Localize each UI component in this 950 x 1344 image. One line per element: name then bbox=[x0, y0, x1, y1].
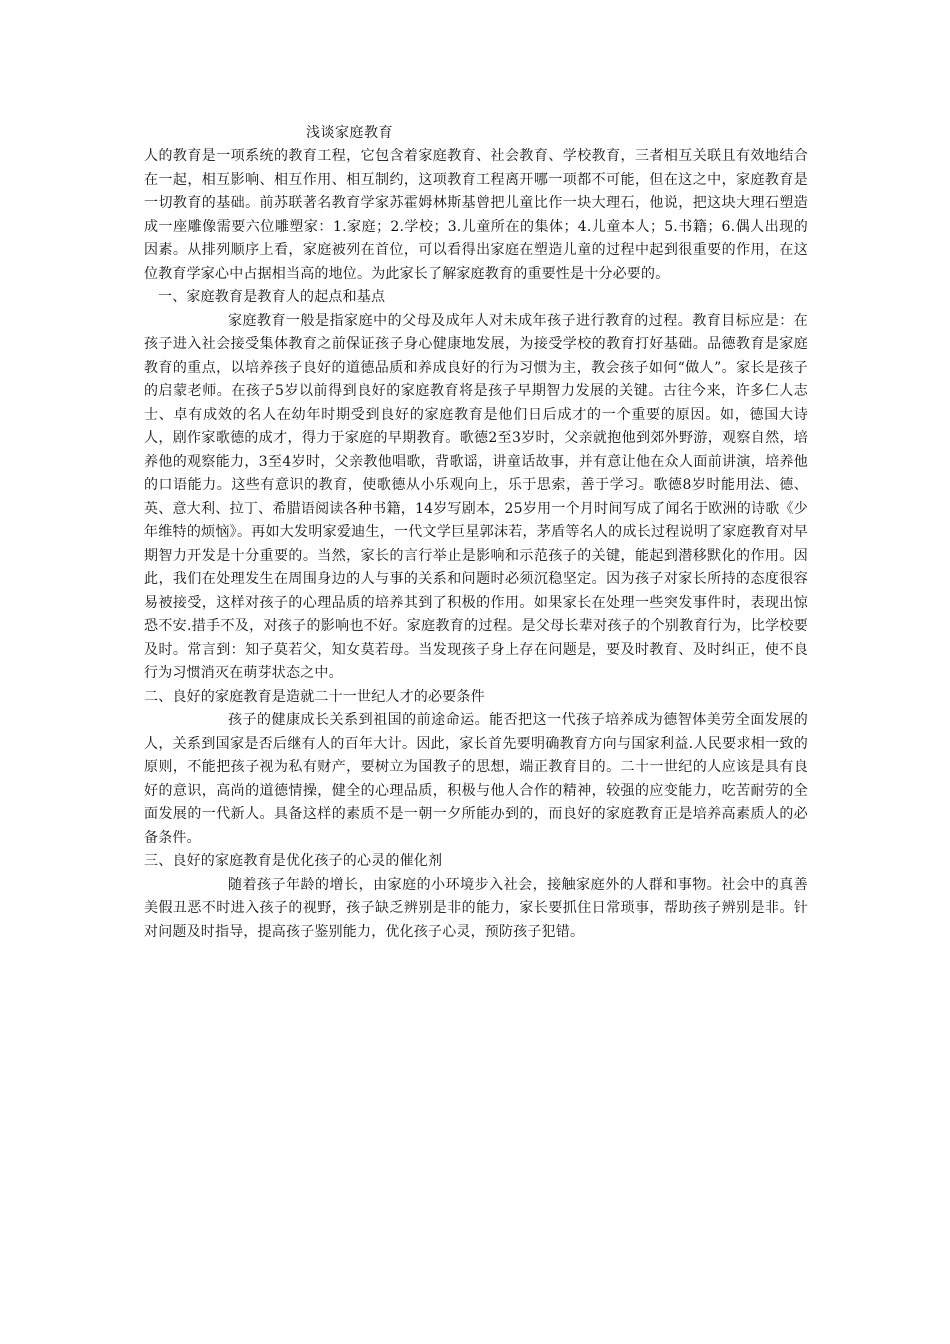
document-page bbox=[144, 122, 808, 944]
document-title: 浅谈家庭教育 bbox=[306, 125, 393, 141]
section-3-heading: 三、良好的家庭教育是优化孩子的心灵的催化剂 bbox=[144, 853, 443, 869]
section-2-heading: 二、良好的家庭教育是造就二十一世纪人才的必要条件 bbox=[144, 688, 485, 705]
section-1-body: 家庭教育一般是指家庭中的父母及成年人对未成年孩子进行教育的过程。教育目标应是：在孩子进入社会接受集体教育之前保证孩子身心健康地发展，为接受学校的教育打好基础。品德教育是家庭教育的重点，以培养孩子良好的道德品质和养成良好的行为习惯为主，教会孩子如何“做人”。家长是孩子的启蒙老师。在孩子5岁以前得到良好的家庭教育将是孩子早期智力发展的关键。古往今来，许多仁人志士、卓有成效的名人在幼年时期受到良好的家庭教育是他们日后成才的一个重要的原因。如，德国大诗人，剧作家歌德的成才，得力于家庭的早期教育。歌德2至3岁时，父亲就抱他到郊外野游，观察自然，培养他的观察能力，3至4岁时，父亲教他唱歌，背歌谣，讲童话故事，并有意让他在众人面前讲演，培养他的口语能力。这些有意识的教育，使歌德从小乐观向上，乐于思索，善于学习。歌德8岁时能用法、德、英、意大利、拉丁、希腊语阅读各种书籍，14岁写剧本，25岁用一个月时间写成了闻名于欧洲的诗歌《少年维特的烦恼》。再如大发明家爱迪生，一代文学巨星郭沫若，茅盾等名人的成长过程说明了家庭教育对早期智力开发是十分重要的。当然，家长的言行举止是影响和示范孩子的关键，能起到潜移默化的作用。因此，我们在处理发生在周围身边的人与事的关系和问题时必须沉稳坚定。因为孩子对家长所持的态度很容易被接受，这样对孩子的心理品质的培养其到了积极的作用。如果家长在处理一些突发事件时，表现出惊恐不安.措手不及，对孩子的影响也不好。家庭教育的过程。是父母长辈对孩子的个别教育行为，比学校要及时。常言到：知子莫若父，知女莫若母。当发现孩子身上存在问题是，要及时教育、及时纠正，使不良行为习惯消灭在萌芽状态之中。 bbox=[144, 312, 808, 681]
section-1-heading: 一、家庭教育是教育人的起点和基点 bbox=[158, 289, 386, 305]
section-3-body: 随着孩子年龄的增长，由家庭的小环境步入社会，接触家庭外的人群和事物。社会中的真善美假丑恶不时进入孩子的视野，孩子缺乏辨别是非的能力，家长要抓住日常琐事，帮助孩子辨别是非。针对问题及时指导，提高孩子鉴别能力，优化孩子心灵，预防孩子犯错。 bbox=[144, 876, 808, 940]
intro-paragraph: 人的教育是一项系统的教育工程，它包含着家庭教育、社会教育、学校教育，三者相互关联且有效地结合在一起，相互影响、相互作用、相互制约，这项教育工程离开哪一项都不可能，但在这之中，家庭教育是一切教育的基础。前苏联著名教育学家苏霍姆林斯基曾把儿童比作一块大理石，他说，把这块大理石塑造成一座雕像需要六位雕塑家：1.家庭；2.学校；3.儿童所在的集体；4.儿童本人；5.书籍；6.偶人出现的因素。从排列顺序上看，家庭被列在首位，可以看得出家庭在塑造儿童的过程中起到很重要的作用，在这位教育学家心中占据相当高的地位。为此家长了解家庭教育的重要性是十分必要的。 bbox=[144, 148, 808, 282]
section-2-body: 孩子的健康成长关系到祖国的前途命运。能否把这一代孩子培养成为德智体美劳全面发展的人，关系到国家是否后继有人的百年大计。因此，家长首先要明确教育方向与国家利益.人民要求相一致的原则，不能把孩子视为私有财产，要树立为国教子的思想，端正教育目的。二十一世纪的人应该是具有良好的意识，高尚的道德情操，健全的心理品质，积极与他人合作的精神，较强的应变能力，吃苦耐劳的全面发展的一代新人。具备这样的素质不是一朝一夕所能办到的，而良好的家庭教育正是培养高素质人的必备条件。 bbox=[144, 712, 808, 846]
